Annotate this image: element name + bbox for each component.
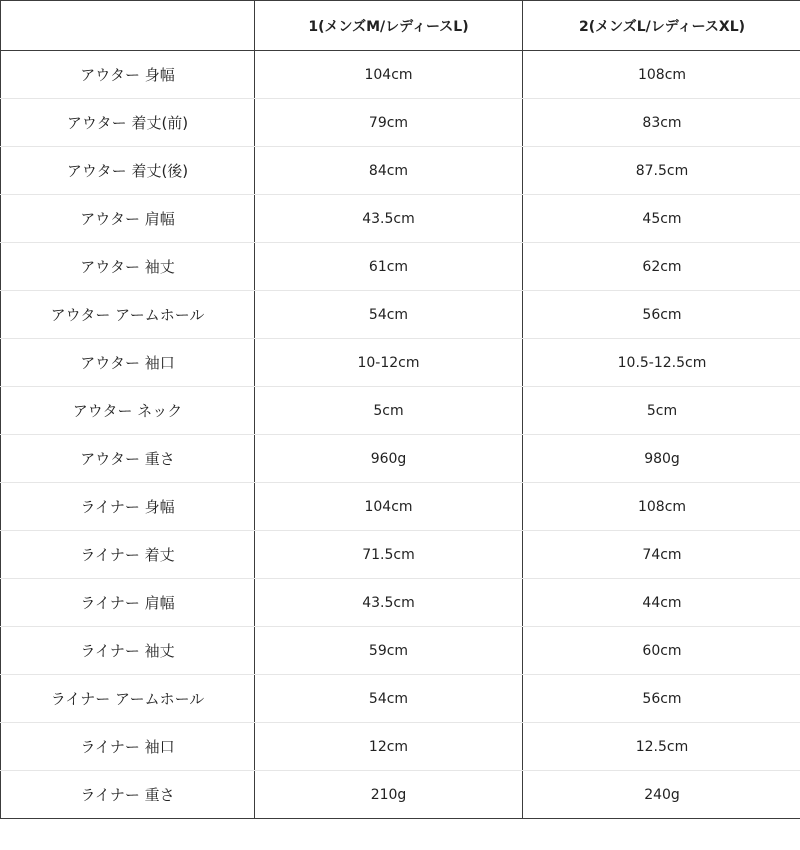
table-row (1, 291, 800, 339)
row-label-cell: アウター アームホール (1, 291, 255, 339)
size-1-value-cell: 5cm (255, 387, 523, 435)
size-1-value-cell: 79cm (255, 99, 523, 147)
size-2-value-cell: 108cm (523, 51, 800, 99)
row-label-cell: アウター 身幅 (1, 51, 255, 99)
row-label-cell: ライナー アームホール (1, 675, 255, 723)
size-1-value-cell: 12cm (255, 723, 523, 771)
table-row (1, 483, 800, 531)
size-2-value-cell: 62cm (523, 243, 800, 291)
table-row (1, 99, 800, 147)
row-label-cell: アウター 袖丈 (1, 243, 255, 291)
size-2-value-cell: 980g (523, 435, 800, 483)
table-row (1, 51, 800, 99)
row-label-cell: ライナー 肩幅 (1, 579, 255, 627)
size-2-value-cell: 10.5-12.5cm (523, 339, 800, 387)
size-2-value-cell: 5cm (523, 387, 800, 435)
size-2-value-cell: 108cm (523, 483, 800, 531)
size-2-value-cell: 87.5cm (523, 147, 800, 195)
header-cell-size-2: 2(メンズL/レディースXL) (523, 1, 800, 51)
size-1-value-cell: 54cm (255, 675, 523, 723)
row-label-cell: アウター 肩幅 (1, 195, 255, 243)
size-1-value-cell: 84cm (255, 147, 523, 195)
row-label-cell: アウター 重さ (1, 435, 255, 483)
size-2-value-cell: 56cm (523, 675, 800, 723)
size-1-value-cell: 104cm (255, 51, 523, 99)
size-1-value-cell: 43.5cm (255, 195, 523, 243)
size-1-value-cell: 10-12cm (255, 339, 523, 387)
row-label-cell: アウター 袖口 (1, 339, 255, 387)
size-2-value-cell: 74cm (523, 531, 800, 579)
size-1-value-cell: 104cm (255, 483, 523, 531)
row-label-cell: アウター 着丈(後) (1, 147, 255, 195)
row-label-cell: ライナー 袖丈 (1, 627, 255, 675)
size-1-value-cell: 61cm (255, 243, 523, 291)
size-1-value-cell: 54cm (255, 291, 523, 339)
header-cell-size-1: 1(メンズM/レディースL) (255, 1, 523, 51)
row-label-cell: ライナー 着丈 (1, 531, 255, 579)
table-row (1, 387, 800, 435)
header-cell-empty (1, 1, 255, 51)
size-2-value-cell: 45cm (523, 195, 800, 243)
size-1-value-cell: 43.5cm (255, 579, 523, 627)
size-1-value-cell: 210g (255, 771, 523, 819)
row-label-cell: ライナー 身幅 (1, 483, 255, 531)
table-row (1, 531, 800, 579)
table-row (1, 771, 800, 819)
size-1-value-cell: 71.5cm (255, 531, 523, 579)
size-2-value-cell: 56cm (523, 291, 800, 339)
row-label-cell: アウター 着丈(前) (1, 99, 255, 147)
table-row (1, 147, 800, 195)
size-2-value-cell: 44cm (523, 579, 800, 627)
table-row (1, 195, 800, 243)
size-2-value-cell: 240g (523, 771, 800, 819)
row-label-cell: アウター ネック (1, 387, 255, 435)
row-label-cell: ライナー 袖口 (1, 723, 255, 771)
table-row (1, 339, 800, 387)
table-row (1, 675, 800, 723)
size-2-value-cell: 83cm (523, 99, 800, 147)
table-row (1, 579, 800, 627)
row-label-cell: ライナー 重さ (1, 771, 255, 819)
size-2-value-cell: 12.5cm (523, 723, 800, 771)
table-row (1, 723, 800, 771)
table-row (1, 627, 800, 675)
table-row (1, 435, 800, 483)
size-1-value-cell: 59cm (255, 627, 523, 675)
table-row (1, 243, 800, 291)
size-1-value-cell: 960g (255, 435, 523, 483)
table-header-row (1, 1, 800, 51)
size-2-value-cell: 60cm (523, 627, 800, 675)
